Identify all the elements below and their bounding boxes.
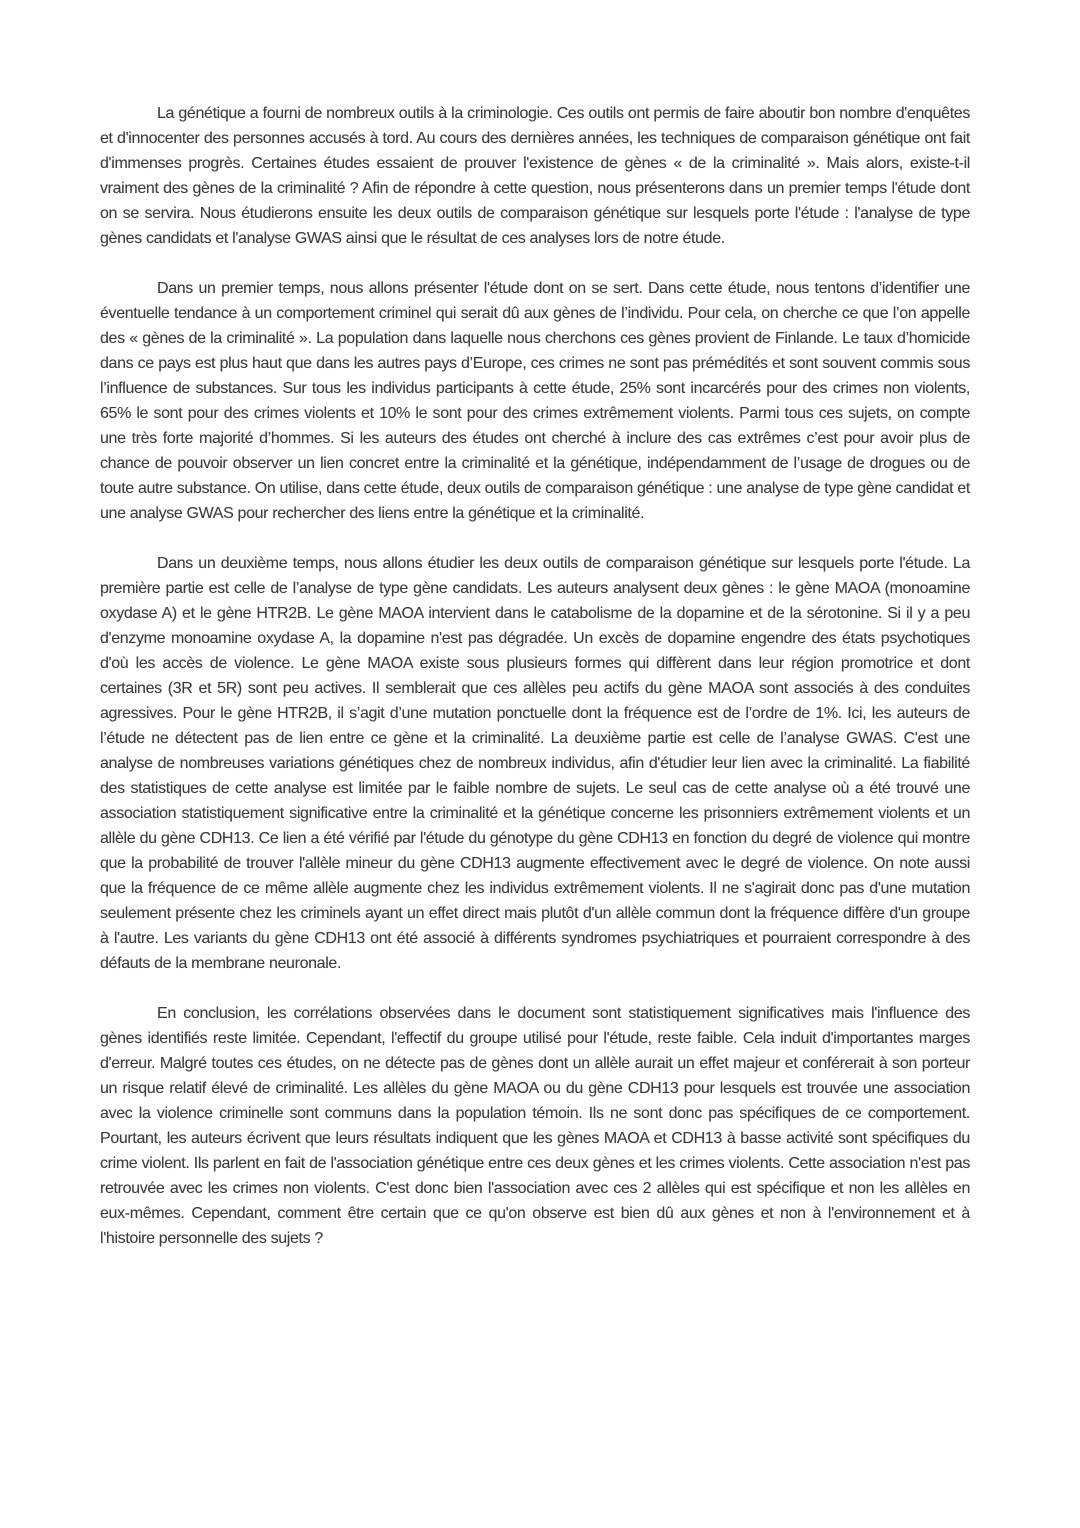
paragraph-introduction: La génétique a fourni de nombreux outils à la criminologie. Ces outils ont permis de faire aboutir bon nombre d'enquêtes et d'innocenter des personnes accusés à tord. Au cours des dernières années, les techniques de comparaison génétique ont fait d'immenses progrès. Certaines études essaient de prouver l'existence de gènes « de la criminalité ». Mais alors, existe-t-il vraiment des gènes de la criminalité ? Afin de répondre à cette question, nous présenterons dans un premier temps l'étude dont on se servira. Nous étudierons ensuite les deux outils de comparaison génétique sur lesquels porte l'étude : l'analyse de type gènes candidats et l'analyse GWAS ainsi que le résultat de ces analyses lors de notre étude.: [100, 105, 970, 247]
paragraph-analysis-tools: Dans un deuxième temps, nous allons étudier les deux outils de comparaison génétique sur lesquels porte l'étude. La première partie est celle de l’analyse de type gène candidats. Les auteurs analysent deux gènes : le gène MAOA (monoamine oxydase A) et le gène HTR2B. Le gène MAOA intervient dans le catabolisme de la dopamine et de la sérotonine. Si il y a peu d'enzyme monoamine oxydase A, la dopamine n'est pas dégradée. Un excès de dopamine engendre des états psychotiques d'où les accès de violence. Le gène MAOA existe sous plusieurs formes qui diffèrent dans leur région promotrice et dont certaines (3R et 5R) sont peu actives. Il semblerait que ces allèles peu actifs du gène MAOA sont associés à des conduites agressives. Pour le gène HTR2B, il s’agit d’une mutation ponctuelle dont la fréquence est de l’ordre de 1%. Ici, les auteurs de l’étude ne détectent pas de lien entre ce gène et la criminalité. La deuxième partie est celle de l’analyse GWAS. C'est une analyse de nombreuses variations génétiques chez de nombreux individus, afin d'étudier leur lien avec la criminalité. La fiabilité des statistiques de cette analyse est limitée par le faible nombre de sujets. Le seul cas de cette analyse où a été trouvé une association statistiquement significative entre la criminalité et la génétique concerne les prisonniers extrêmement violents et un allèle du gène CDH13. Ce lien a été vérifié par l'étude du génotype du gène CDH13 en fonction du degré de violence qui montre que la probabilité de trouver l'allèle mineur du gène CDH13 augmente effectivement avec le degré de violence. On note aussi que la fréquence de ce même allèle augmente chez les individus extrêmement violents. Il ne s'agirait donc pas d'une mutation seulement présente chez les criminels ayant un effet direct mais plutôt d'un allèle commun dont la fréquence diffère d'un groupe à l'autre. Les variants du gène CDH13 ont été associé à différents syndromes psychiatriques et pourraient correspondre à des défauts de la membrane neuronale.: [100, 555, 970, 972]
paragraph-conclusion: En conclusion, les corrélations observées dans le document sont statistiquement significatives mais l'influence des gènes identifiés reste limitée. Cependant, l'effectif du groupe utilisé pour l'étude, reste faible. Cela induit d'importantes marges d'erreur. Malgré toutes ces études, on ne détecte pas de gènes dont un allèle aurait un effet majeur et conférerait à son porteur un risque relatif élevé de criminalité. Les allèles du gène MAOA ou du gène CDH13 pour lesquels est trouvée une association avec la violence criminelle sont communs dans la population témoin. Ils ne sont donc pas spécifiques de ce comportement. Pourtant, les auteurs écrivent que leurs résultats indiquent que les gènes MAOA et CDH13 à basse activité sont spécifiques du crime violent. Ils parlent en fait de l'association génétique entre ces deux gènes et les crimes violents. Cette association n'est pas retrouvée avec les crimes non violents. C'est donc bien l'association avec ces 2 allèles qui est spécifique et non les allèles en eux-mêmes. Cependant, comment être certain que ce qu'on observe est bien dû aux gènes et non à l'environnement et à l'histoire personnelle des sujets ?: [100, 1005, 970, 1247]
paragraph-study-presentation: Dans un premier temps, nous allons présenter l'étude dont on se sert. Dans cette étude, nous tentons d’identifier une éventuelle tendance à un comportement criminel qui serait dû aux gènes de l’individu. Pour cela, on cherche ce que l’on appelle des « gènes de la criminalité ». La population dans laquelle nous cherchons ces gènes provient de Finlande. Le taux d’homicide dans ce pays est plus haut que dans les autres pays d’Europe, ces crimes ne sont pas prémédités et sont souvent commis sous l’influence de substances. Sur tous les individus participants à cette étude, 25% sont incarcérés pour des crimes non violents, 65% le sont pour des crimes violents et 10% le sont pour des crimes extrêmement violents. Parmi tous ces sujets, on compte une très forte majorité d’hommes. Si les auteurs des études ont cherché à inclure des cas extrêmes c’est pour avoir plus de chance de pouvoir observer un lien concret entre la criminalité et la génétique, indépendamment de l’usage de drogues ou de toute autre substance. On utilise, dans cette étude, deux outils de comparaison génétique : une analyse de type gène candidat et une analyse GWAS pour rechercher des liens entre la génétique et la criminalité.: [100, 280, 970, 522]
document-body: [100, 101, 970, 1251]
